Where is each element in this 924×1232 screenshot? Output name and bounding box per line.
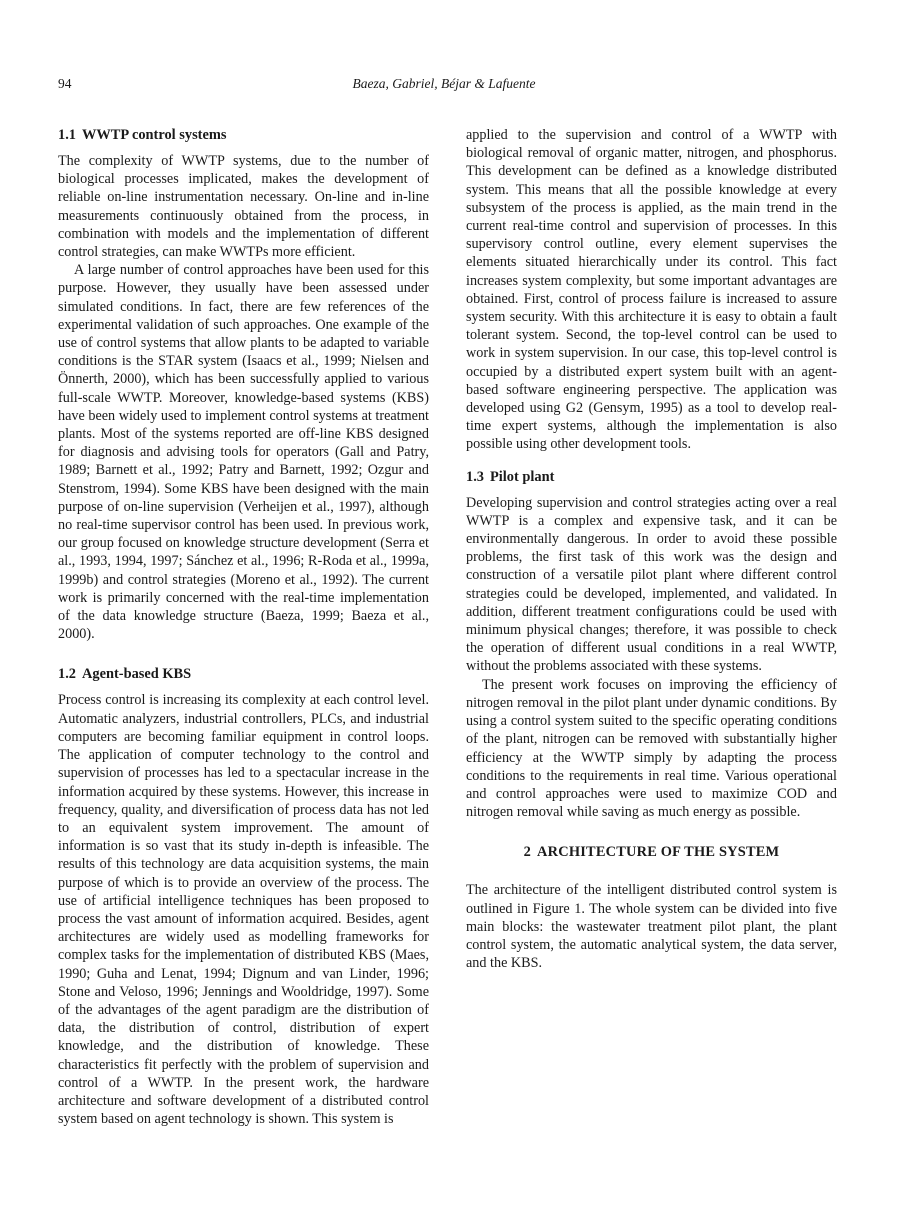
paragraph-continued: applied to the supervision and control of a WWTP with biological removal of organic matter, nitrogen, and phosphorus. This development can be defined as a knowledge distributed system. This means that all the possible knowledge at every subsystem of the process is applied, as the main trend in the current real-time control and supervision of processes. In this supervisory control outline, every element supervises the elements situated hierarchically under its control. This fact increases system complexity, but some important advantages are obtained. First, control of process failure is increased to assure system security. With this architecture it is easy to obtain a fault tolerant system. Second, the top-level control can be used to work in system supervision. In our case, this top-level control is occupied by a distributed expert system built with an agent-based software engineering perspective. The application was developed using G2 (Gensym, 1995) as a tool to develop real-time expert systems, although the implementation is also possible using other development tools.	[466, 127, 837, 453]
paragraph: The architecture of the intelligent distributed control system is outlined in Figure 1. The whole system can be divided into five main blocks: the wastewater treatment pilot plant, the plant control system, the automatic analytical system, the data server, and the KBS.	[466, 882, 837, 972]
section-title: Pilot plant	[490, 468, 555, 485]
paragraph: Developing supervision and control strategies acting over a real WWTP is a complex and expensive task, and it can be environmentally dangerous. In order to avoid these possible problems, the first task of this work was the design and construction of a versatile pilot plant where different control strategies could be developed, implemented, and validated. In addition, different treatment configurations could be used with minimum physical changes; therefore, it was possible to check the operation of different usual conditions in a real WWTP, without the problems associated with these systems.	[466, 494, 837, 675]
section-title: ARCHITECTURE OF THE SYSTEM	[537, 844, 780, 861]
paragraph-flowing: Process control is increasing its complexity at each control level. Automatic analyzers, industrial controllers, PLCs, and industrial computers are becoming familiar equipment in control loops. The application of computer technology to the control and supervision of processes has led to a spectacular increase in the information acquired by these systems. However, this increase in frequency, quality, and diversification of process data has not led to an equivalent system improvement. The amount of information is so vast that its study in-depth is infeasible. The results of this technology are data acquisition systems, the main purpose of which is to provide an overview of the process. The use of artificial intelligence techniques has been proposed to process the vast amount of information acquired. Besides, agent architectures are widely used as modelling frameworks for complex tasks for the implementation of distributed KBS (Maes, 1990; Guha and Lenat, 1994; Dignum and van Linder, 1996; Stone and Veloso, 1996; Jennings and Wooldridge, 1997). Some of the advantages of the agent paradigm are the distribution of data, the distribution of control, distribution of expert knowledge, and the distribution of knowledge. These characteristics fit perfectly with the problem of supervision and control of a WWTP. In the present work, the hardware architecture and software development of a distributed control system based on agent technology is shown. This system is	[58, 692, 429, 1128]
section-heading-2	[466, 843, 837, 861]
section-number: 1.1	[58, 127, 76, 143]
running-head: Baeza, Gabriel, Béjar & Lafuente	[352, 76, 536, 91]
section-title: WWTP control systems	[82, 127, 227, 143]
paragraph: The complexity of WWTP systems, due to the number of biological processes implicated, makes the development of reliable on-line instrumentation necessary. On-line and in-line measurements continuously obtained from the process, in combination with models and the implementation of different control strategies, can make WWTPs more efficient.	[58, 153, 429, 261]
section-number: 1.3	[466, 468, 484, 485]
section-title: Agent-based KBS	[82, 666, 192, 683]
page-number: 94	[58, 76, 72, 91]
paragraph: The present work focuses on improving the efficiency of nitrogen removal in the pilot plant under dynamic conditions. By using a control system suited to the specific operating conditions of the plant, nitrogen can be removed with substantially higher efficiency at the WWTP simply by adapting the process conditions to the requirements in real time. Various operational and control approaches were used to maximize COD and nitrogen removal while saving as much energy as possible.	[466, 676, 837, 821]
right-column	[466, 126, 837, 972]
page-header	[58, 76, 830, 96]
paragraph: A large number of control approaches have been used for this purpose. However, they usually have been assessed under simulated conditions. In fact, there are few references of the experimental validation of such approaches. One example of the use of control systems that allow plants to be adapted to variable conditions is the STAR system (Isaacs et al., 1999; Nielsen and Önnerth, 2000), which has been successfully applied to various full-scale WWTP. Moreover, knowledge-based systems (KBS) have been widely used to implement control systems at treatment plants. Most of the systems reported are off-line KBS designed for diagnosis and advising tools for operators (Gall and Patry, 1989; Barnett et al., 1992; Patry and Barnett, 1992; Ozgur and Stenstrom, 1994). Some KBS have been designed with the main purpose of on-line supervision (Verheijen et al., 1997), although no real-time supervisor control has been used. In previous work, our group focused on knowledge structure development (Serra et al., 1993, 1994, 1997; Sánchez et al., 1996; R-Roda et al., 1999a, 1999b) and control strategies (Moreno et al., 1992). The current work is primarily concerned with the real-time implementation of the data knowledge structure (Baeza, 1999; Baeza et al., 2000).	[58, 262, 429, 643]
section-heading-1-2	[58, 665, 429, 683]
section-heading-1-3	[466, 468, 837, 486]
section-number: 2	[523, 844, 532, 861]
left-column	[58, 126, 429, 1128]
section-heading-1-1	[58, 126, 429, 144]
section-number: 1.2	[58, 666, 76, 683]
